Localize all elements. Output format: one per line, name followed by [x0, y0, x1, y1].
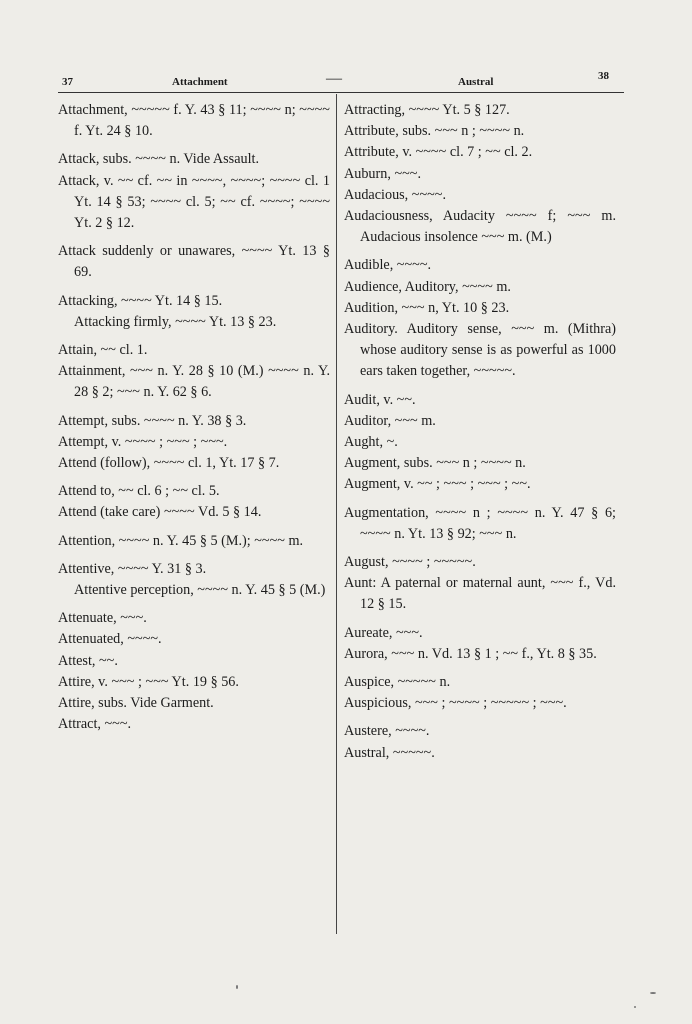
ink-speck: [650, 992, 656, 994]
entry: Attack, v. ~~ cf. ~~ in ~~~~, ~~~~; ~~~~ cl. 1 Yt. 14 § 53; ~~~~ cl. 5; ~~ cf. ~~~~; ~~~~ Yt. 2 § 12.: [58, 172, 330, 232]
entry: Augment, v. ~~ ; ~~~ ; ~~~ ; ~~.: [344, 476, 531, 493]
entry: Attenuated, ~~~~.: [58, 631, 162, 648]
right-catchword: Austral: [458, 76, 494, 88]
column-divider: [336, 94, 337, 934]
entry: Attenuate, ~~~.: [58, 610, 147, 627]
entry: Aught, ~.: [344, 434, 398, 451]
header-dash: —: [326, 70, 342, 87]
entry: Attire, subs. Vide Garment.: [58, 695, 214, 712]
ink-speck: [236, 985, 238, 989]
entry: Attribute, subs. ~~~ n ; ~~~~ n.: [344, 123, 525, 140]
running-head: [58, 70, 624, 92]
entry: Austere, ~~~~.: [344, 723, 430, 740]
entry: Audacious, ~~~~.: [344, 186, 447, 203]
entry: Audition, ~~~ n, Yt. 10 § 23.: [344, 299, 510, 316]
entry: Attain, ~~ cl. 1.: [58, 342, 148, 359]
header-rule: [58, 92, 624, 93]
entry: Audience, Auditory, ~~~~ m.: [344, 278, 511, 295]
right-page-number: 38: [598, 70, 609, 82]
ink-speck: [634, 1006, 636, 1008]
entry: Aurora, ~~~ n. Vd. 13 § 1 ; ~~ f., Yt. 8 § 35.: [344, 645, 597, 662]
entry: Audaciousness, Audacity ~~~~ f; ~~~ m. Audacious insolence ~~~ m. (M.): [344, 208, 616, 246]
entry: Attend to, ~~ cl. 6 ; ~~ cl. 5.: [58, 483, 220, 500]
entry: Audible, ~~~~.: [344, 257, 432, 274]
entry: Audit, v. ~~.: [344, 391, 416, 408]
entry: Attempt, v. ~~~~ ; ~~~ ; ~~~.: [58, 433, 228, 450]
entry: Attack, subs. ~~~~ n. Vide Assault.: [58, 151, 260, 168]
right-column: [344, 100, 616, 764]
entry: Attribute, v. ~~~~ cl. 7 ; ~~ cl. 2.: [344, 144, 533, 161]
entry: Auburn, ~~~.: [344, 165, 422, 182]
entry: Aunt: A paternal or maternal aunt, ~~~ f., Vd. 12 § 15.: [344, 575, 616, 613]
entry: Augmentation, ~~~~ n ; ~~~~ n. Y. 47 § 6; ~~~~ n. Yt. 13 § 92; ~~~ n.: [344, 504, 616, 542]
entry: Attentive, ~~~~ Y. 31 § 3.: [58, 560, 207, 577]
left-column: [58, 100, 330, 735]
entry: Auditor, ~~~ m.: [344, 412, 436, 429]
entry: Attend (take care) ~~~~ Vd. 5 § 14.: [58, 504, 262, 521]
entry: Attacking firmly, ~~~~ Yt. 13 § 23.: [74, 313, 277, 330]
entry: Attack suddenly or unawares, ~~~~ Yt. 13 § 69.: [58, 243, 330, 281]
entry: Attacking, ~~~~ Yt. 14 § 15.: [58, 292, 223, 309]
entry: Auditory. Auditory sense, ~~~ m. (Mithra) whose auditory sense is as powerful as 1000 ears taken together, ~~~~~.: [344, 321, 616, 380]
entry: Attract, ~~~.: [58, 716, 132, 733]
entry: Austral, ~~~~~.: [344, 744, 435, 761]
entry: Attainment, ~~~ n. Y. 28 § 10 (M.) ~~~~ n. Y. 28 § 2; ~~~ n. Y. 62 § 6.: [58, 363, 330, 401]
entry: Attempt, subs. ~~~~ n. Y. 38 § 3.: [58, 412, 247, 429]
entry: Augment, subs. ~~~ n ; ~~~~ n.: [344, 455, 526, 472]
left-catchword: Attachment: [172, 76, 228, 88]
entry: Aureate, ~~~.: [344, 624, 423, 641]
entry: Attracting, ~~~~ Yt. 5 § 127.: [344, 102, 510, 118]
entry: Attention, ~~~~ n. Y. 45 § 5 (M.); ~~~~ m.: [58, 532, 304, 549]
entry: Auspice, ~~~~~ n.: [344, 674, 451, 691]
entry: Attachment, ~~~~~ f. Y. 43 § 11; ~~~~ n; ~~~~ f. Yt. 24 § 10.: [58, 102, 330, 140]
entry: Auspicious, ~~~ ; ~~~~ ; ~~~~~ ; ~~~.: [344, 695, 567, 712]
entry: Attire, v. ~~~ ; ~~~ Yt. 19 § 56.: [58, 673, 239, 690]
left-page-number: 37: [62, 76, 73, 88]
entry: Attentive perception, ~~~~ n. Y. 45 § 5 (M.): [74, 582, 326, 599]
entry: Attend (follow), ~~~~ cl. 1, Yt. 17 § 7.: [58, 455, 280, 472]
entry: Attest, ~~.: [58, 652, 118, 669]
entry: August, ~~~~ ; ~~~~~.: [344, 554, 476, 571]
